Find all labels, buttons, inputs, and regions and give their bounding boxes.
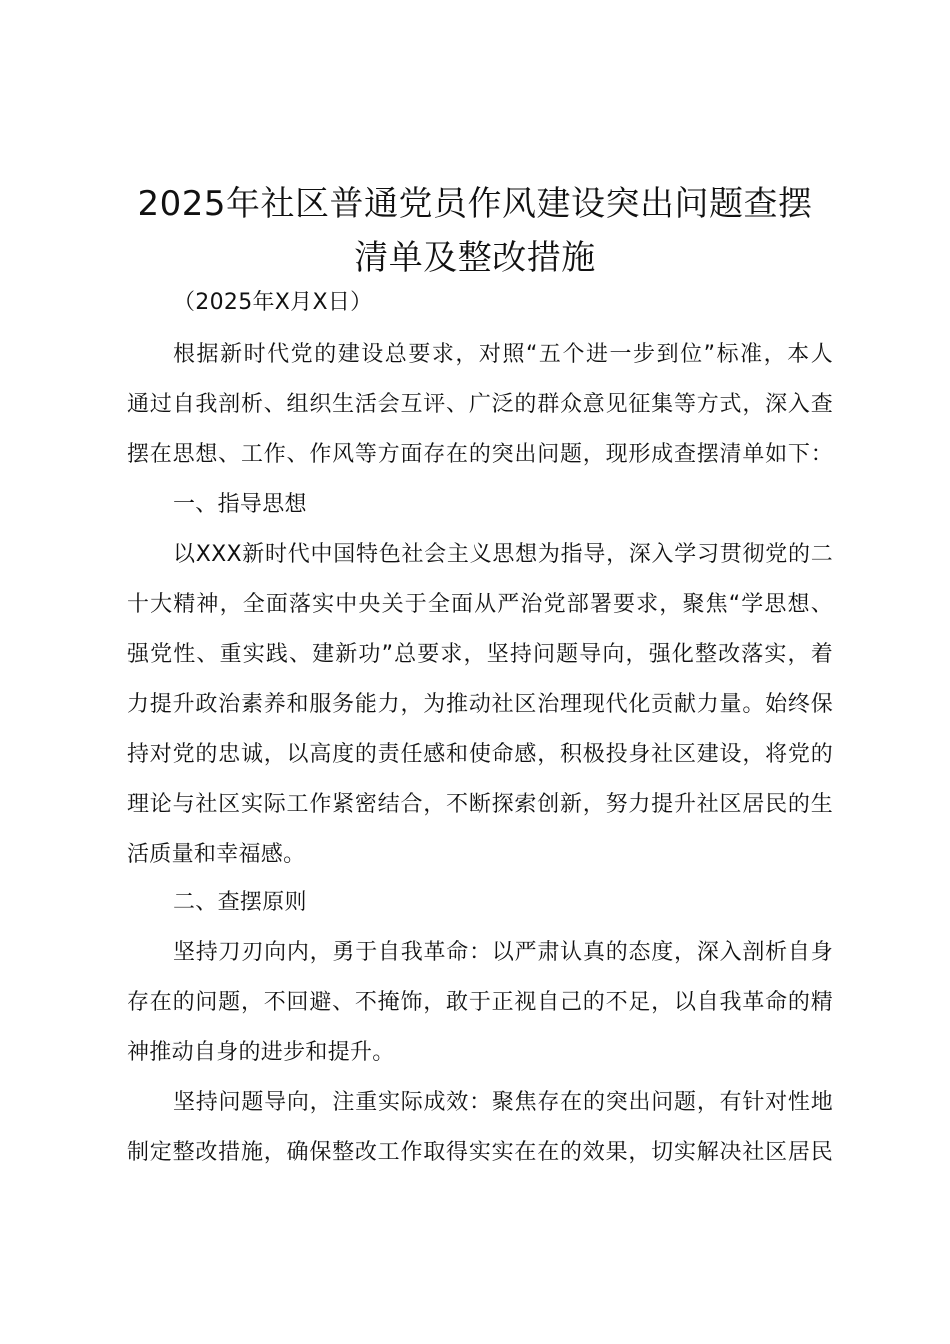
section1-line: 理论与社区实际工作紧密结合，不断探索创新，努力提升社区居民的生 <box>127 792 833 817</box>
section1-line: 强党性、重实践、建新功”总要求，坚持问题导向，强化整改落实，着 <box>127 642 833 667</box>
section2-heading: 二、查摆原则 <box>173 890 307 915</box>
principle2-line: 制定整改措施，确保整改工作取得实实在在的效果，切实解决社区居民 <box>127 1140 833 1165</box>
principle2-line: 坚持问题导向，注重实际成效：聚焦存在的突出问题，有针对性地 <box>173 1090 833 1115</box>
principle1-line: 存在的问题，不回避、不掩饰，敢于正视自己的不足，以自我革命的精 <box>127 990 833 1015</box>
document-title-line2: 清单及整改措施 <box>354 238 596 278</box>
section1-line: 活质量和幸福感。 <box>127 842 306 867</box>
section1-heading: 一、指导思想 <box>173 492 307 517</box>
intro-line: 根据新时代党的建设总要求，对照“五个进一步到位”标准，本人 <box>173 342 833 367</box>
section1-line: 以XXX新时代中国特色社会主义思想为指导，深入学习贯彻党的二 <box>173 542 833 567</box>
intro-line: 摆在思想、工作、作风等方面存在的突出问题，现形成查摆清单如下： <box>127 442 833 467</box>
section1-line: 十大精神，全面落实中央关于全面从严治党部署要求，聚焦“学思想、 <box>127 592 833 617</box>
document-date: （2025年X月X日） <box>173 290 373 315</box>
section1-line: 持对党的忠诚，以高度的责任感和使命感，积极投身社区建设，将党的 <box>127 742 833 767</box>
document-title-line1: 2025年社区普通党员作风建设突出问题查摆 <box>137 184 813 224</box>
intro-line: 通过自我剖析、组织生活会互评、广泛的群众意见征集等方式，深入查 <box>127 392 833 417</box>
section1-line: 力提升政治素养和服务能力，为推动社区治理现代化贡献力量。始终保 <box>127 692 833 717</box>
principle1-line: 坚持刀刃向内，勇于自我革命：以严肃认真的态度，深入剖析自身 <box>173 940 833 965</box>
principle1-line: 神推动自身的进步和提升。 <box>127 1040 395 1065</box>
